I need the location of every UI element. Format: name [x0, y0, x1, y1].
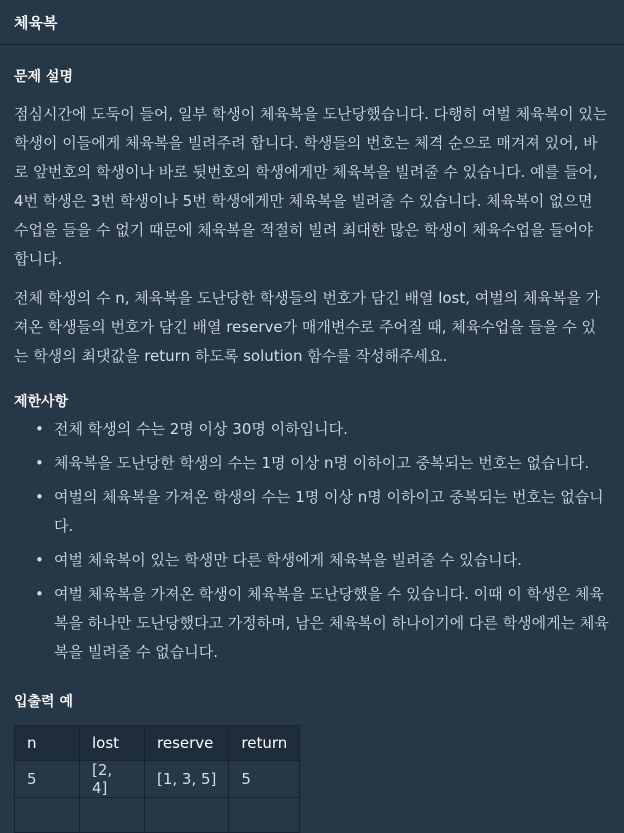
page-title: 체육복: [14, 13, 58, 32]
bullet-icon: •: [35, 420, 44, 438]
table-header-row: [15, 726, 300, 761]
column-header-reserve: reserve: [145, 726, 229, 761]
column-header-lost: lost: [80, 726, 145, 761]
description-heading: 문제 설명: [14, 69, 73, 85]
constraint-item: [35, 546, 610, 575]
description-paragraph: 전체 학생의 수 n, 체육복을 도난당한 학생들의 번호가 담긴 배열 lost, 여벌의 체육복을 가져온 학생들의 번호가 담긴 배열 reserve가 매개변수로 주어질 때, 체육수업을 들을 수 있는 학생의 최댓값을 return 하도록 solution 함수를 작성해주세요.: [14, 289, 601, 365]
constraints-list: [14, 415, 610, 667]
page-header: [0, 0, 624, 45]
constraints-heading: 제한사항: [14, 394, 69, 410]
column-header-n: n: [15, 726, 80, 761]
cell-lost: [2, 4]: [80, 761, 145, 798]
constraint-item: [35, 449, 610, 478]
cell-n: 5: [15, 761, 80, 798]
bullet-icon: •: [35, 585, 44, 603]
io-heading: 입출력 예: [14, 694, 73, 710]
table-row: [15, 761, 300, 798]
description-paragraph: 점심시간에 도둑이 들어, 일부 학생이 체육복을 도난당했습니다. 다행히 여벌 체육복이 있는 학생이 이들에게 체육복을 빌려주려 합니다. 학생들의 번호는 체격 순으로 매겨져 있어, 바로 앞번호의 학생이나 바로 뒷번호의 학생에게만 체육복을 빌려줄 수 있습니다. 예를 들어, 4번 학생은 3번 학생이나 5번 학생에게만 체육복을 빌려줄 수 있습니다. 체육복이 없으면 수업을 들을 수 없기 때문에 체육복을 적절히 빌려 최대한 많은 학생이 체육수업을 들어야 합니다.: [14, 105, 608, 268]
problem-content: [0, 45, 624, 833]
constraint-item: [35, 415, 610, 444]
constraint-text: 전체 학생의 수는 2명 이상 30명 이하입니다.: [54, 420, 348, 438]
constraint-text: 여벌 체육복을 가져온 학생이 체육복을 도난당했을 수 있습니다. 이때 이 학생은 체육복을 하나만 도난당했다고 가정하며, 남은 체육복이 하나이기에 다른 학생에게는 체육복을 빌려줄 수 없습니다.: [54, 585, 609, 661]
constraint-text: 체육복을 도난당한 학생의 수는 1명 이상 n명 이하이고 중복되는 번호는 없습니다.: [54, 454, 590, 472]
bullet-icon: •: [35, 488, 44, 506]
cell-reserve: [1, 3, 5]: [145, 761, 229, 798]
constraint-text: 여벌 체육복이 있는 학생만 다른 학생에게 체육복을 빌려줄 수 있습니다.: [54, 551, 522, 569]
bullet-icon: •: [35, 551, 44, 569]
constraint-text: 여벌의 체육복을 가져온 학생의 수는 1명 이상 n명 이하이고 중복되는 번호는 없습니다.: [54, 488, 604, 535]
cell-return: 5: [229, 761, 300, 798]
constraint-item: [35, 483, 610, 541]
column-header-return: return: [229, 726, 300, 761]
bullet-icon: •: [35, 454, 44, 472]
io-table: [14, 725, 300, 833]
constraint-item: [35, 580, 610, 667]
